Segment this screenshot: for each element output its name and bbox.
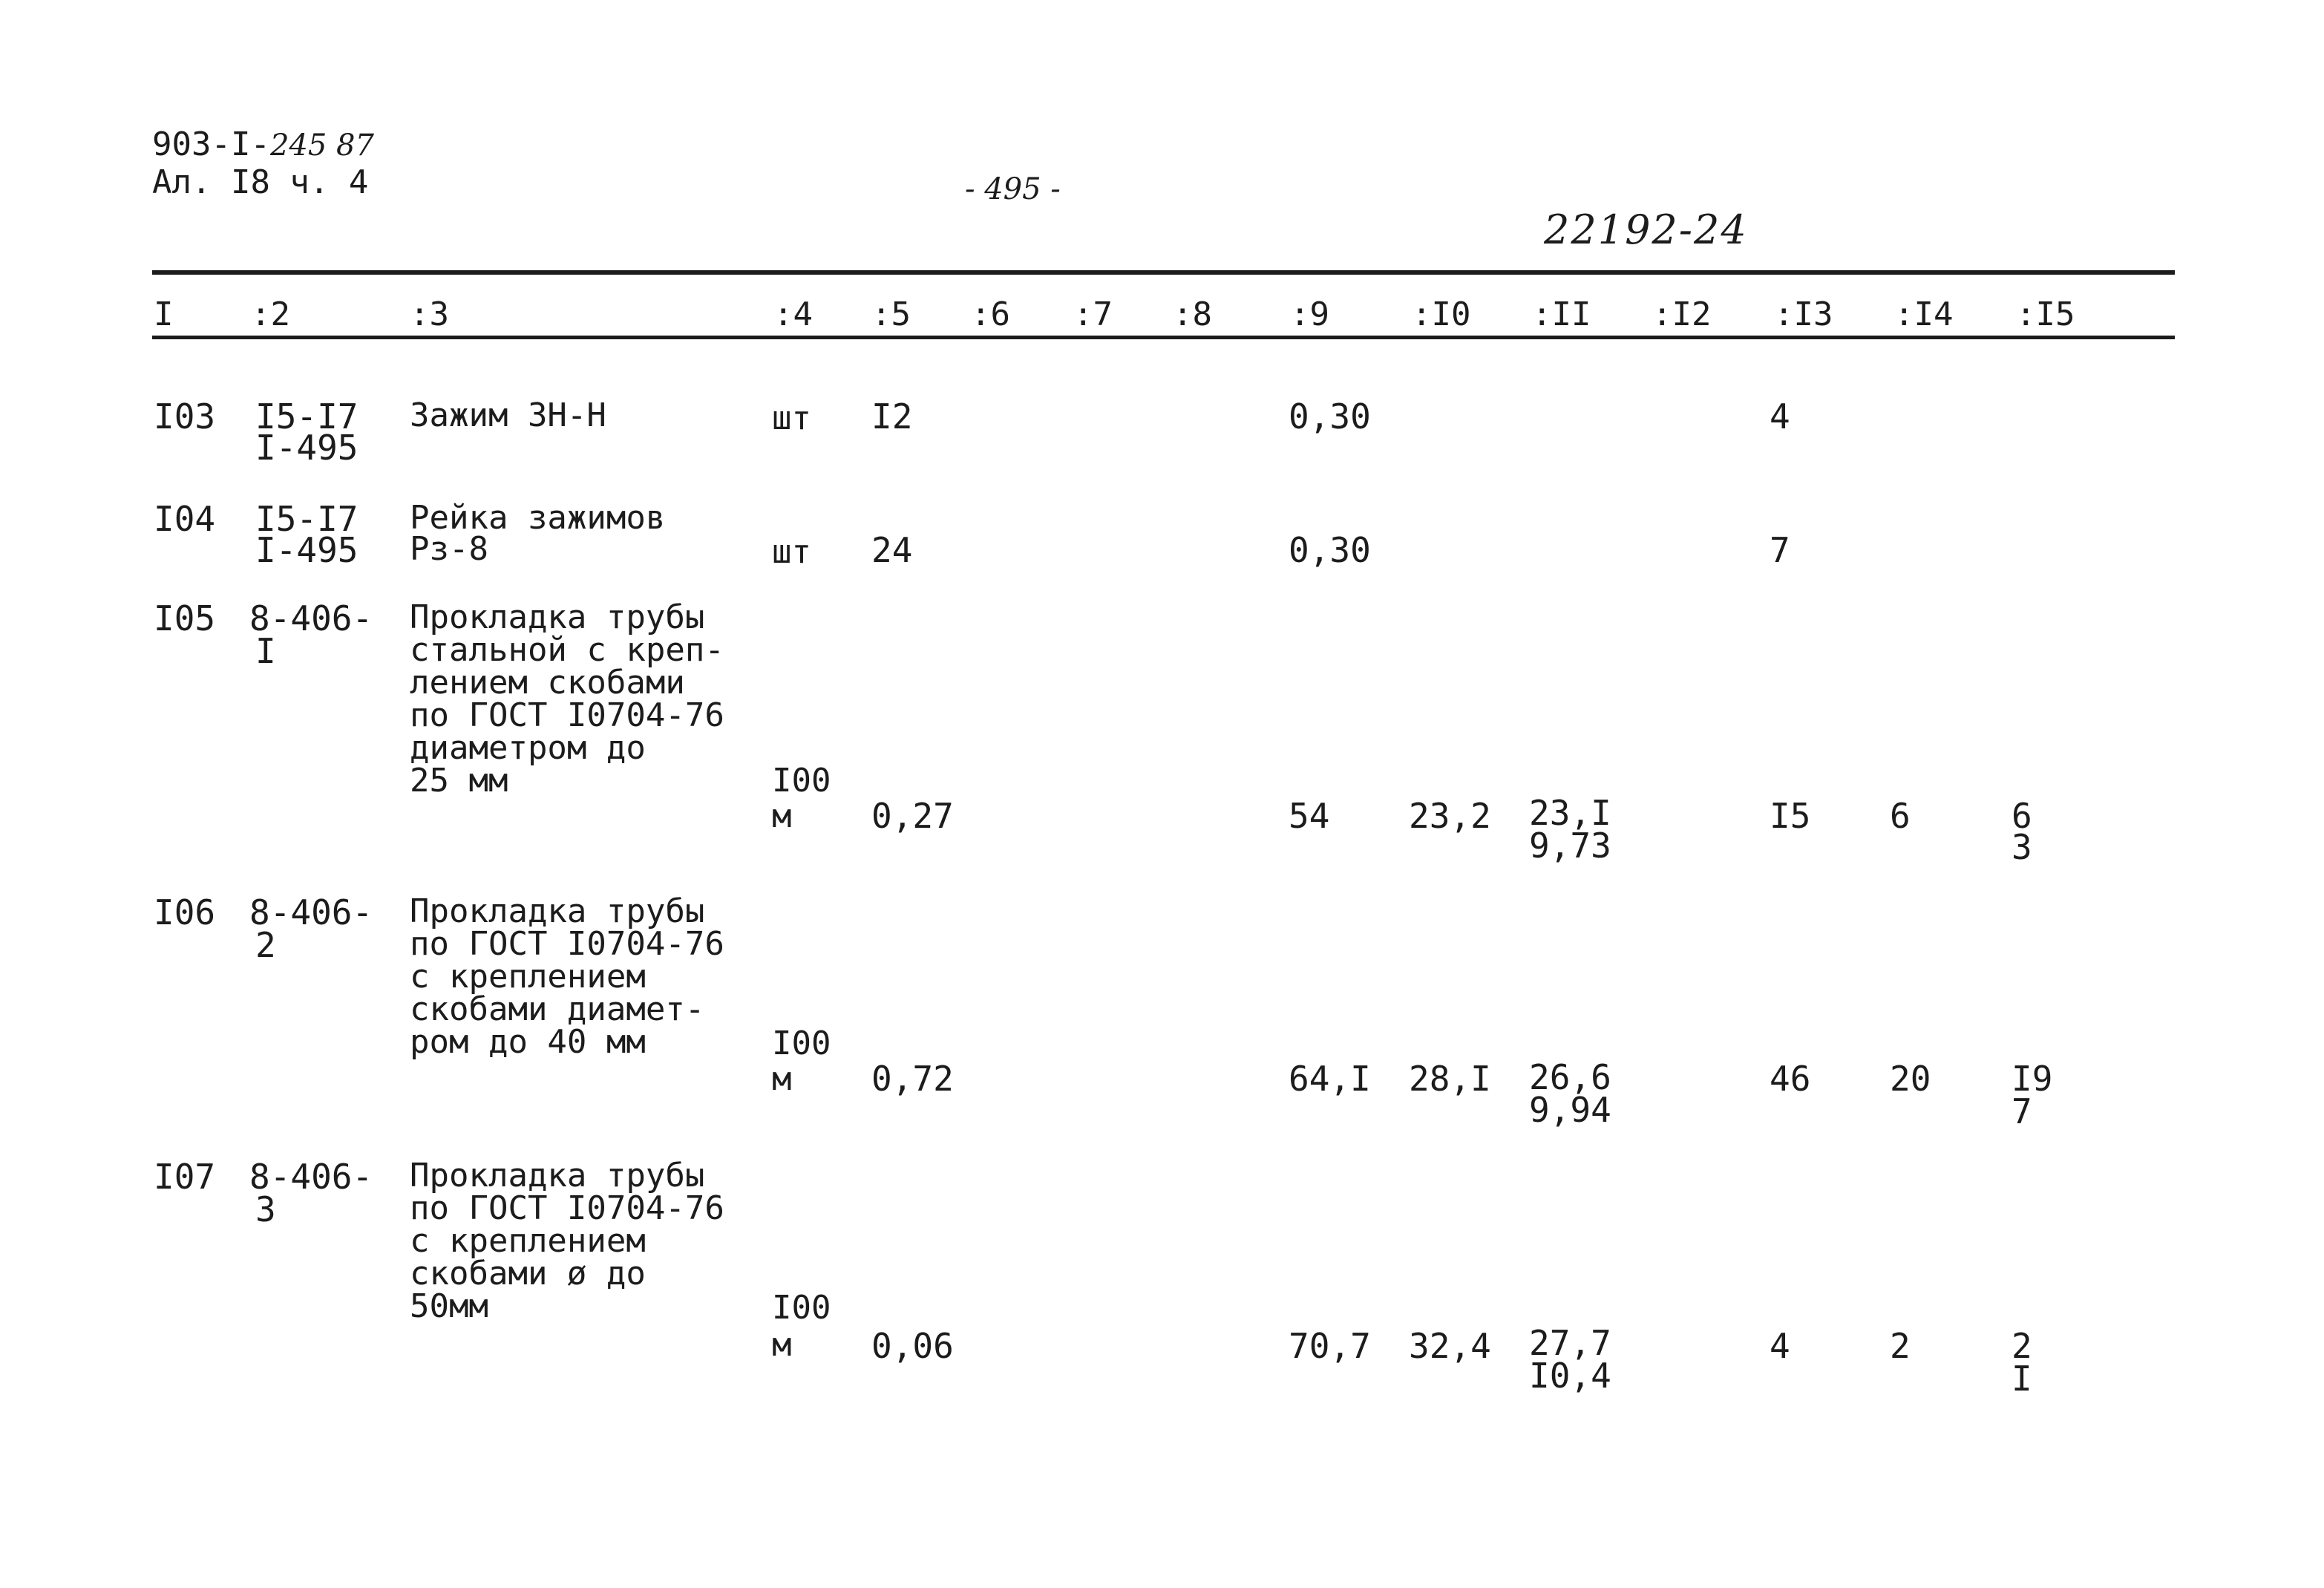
row-value-c13: 46 bbox=[1770, 1059, 1811, 1099]
doc-number bbox=[152, 126, 374, 164]
row-code-line: 2 bbox=[255, 925, 276, 965]
page-number bbox=[965, 169, 1061, 207]
row-description-line: Рейка зажимов bbox=[410, 499, 666, 537]
row-value-c15-line: 3 bbox=[2012, 827, 2032, 867]
row-number: I04 bbox=[154, 499, 216, 539]
column-header: :7 bbox=[1073, 295, 1113, 333]
row-number: I05 bbox=[154, 598, 216, 638]
row-description-line: скобами ø до bbox=[410, 1255, 646, 1293]
row-value-c11-line: I0,4 bbox=[1529, 1356, 1611, 1396]
row-description-line: стальной с креп- bbox=[410, 631, 724, 669]
row-value-c10: 32,4 bbox=[1409, 1326, 1491, 1366]
row-value-c11-line: 9,94 bbox=[1529, 1090, 1611, 1130]
row-description-line: 50мм bbox=[410, 1287, 488, 1325]
column-header: :9 bbox=[1290, 295, 1329, 333]
row-value-c5: 24 bbox=[871, 530, 913, 570]
row-value-c9: 0,30 bbox=[1289, 530, 1371, 570]
row-value-c9: 64,I bbox=[1289, 1059, 1371, 1099]
doc-number-typed: 903-I- bbox=[152, 125, 270, 163]
row-description-line: по ГОСТ I0704-76 bbox=[410, 696, 724, 734]
row-code-line: 3 bbox=[255, 1189, 276, 1229]
row-value-c9: 0,30 bbox=[1289, 396, 1371, 437]
row-value-c10: 23,2 bbox=[1409, 796, 1491, 836]
row-number: I03 bbox=[154, 396, 216, 437]
column-header: :I0 bbox=[1412, 295, 1471, 333]
row-code-line: I5-I7 bbox=[255, 499, 359, 539]
header-rule bbox=[152, 336, 2175, 339]
top-rule bbox=[152, 270, 2175, 275]
column-header: :I4 bbox=[1894, 295, 1954, 333]
row-value-c13: 4 bbox=[1770, 1326, 1790, 1366]
column-header: :2 bbox=[251, 295, 290, 333]
row-value-c10: 28,I bbox=[1409, 1059, 1491, 1099]
row-value-c5: 0,72 bbox=[871, 1059, 954, 1099]
row-description-line: Рз-8 bbox=[410, 530, 488, 568]
header-left bbox=[152, 126, 374, 201]
row-unit-line: I00 bbox=[772, 1289, 831, 1327]
row-description-line: ром до 40 мм bbox=[410, 1023, 646, 1061]
column-header: :II bbox=[1532, 295, 1591, 333]
row-value-c15-line: I9 bbox=[2012, 1059, 2053, 1099]
column-header: :I2 bbox=[1652, 295, 1712, 333]
row-code-line: I-495 bbox=[255, 428, 359, 468]
row-description-line: скобами диамет- bbox=[410, 990, 705, 1028]
row-value-c14: 6 bbox=[1890, 796, 1911, 836]
row-value-c15-line: 6 bbox=[2012, 796, 2032, 836]
column-header: :6 bbox=[971, 295, 1010, 333]
row-description-line: с креплением bbox=[410, 1222, 646, 1260]
row-value-c15-line: 2 bbox=[2012, 1326, 2032, 1366]
column-header: :3 bbox=[410, 295, 449, 333]
row-code-line: 8-406- bbox=[249, 892, 373, 932]
row-description-line: диаметром до bbox=[410, 729, 646, 767]
row-code-line: I-495 bbox=[255, 530, 359, 570]
row-unit-line: шт bbox=[772, 533, 811, 571]
row-description-line: Прокладка трубы bbox=[410, 598, 705, 636]
row-value-c13: 4 bbox=[1770, 396, 1790, 437]
column-header: :4 bbox=[773, 295, 813, 333]
doc-number-handwritten: 245 87 bbox=[269, 128, 374, 163]
row-value-c11-line: 26,6 bbox=[1529, 1057, 1611, 1097]
row-value-c15-line: 7 bbox=[2012, 1091, 2032, 1131]
row-description-line: Прокладка трубы bbox=[410, 892, 705, 930]
row-unit-line: м bbox=[772, 797, 792, 835]
row-value-c15-line: I bbox=[2012, 1359, 2032, 1399]
row-value-c9: 54 bbox=[1289, 796, 1330, 836]
row-value-c5: I2 bbox=[871, 396, 913, 437]
row-description-line: по ГОСТ I0704-76 bbox=[410, 925, 724, 963]
album-label: Ал. I8 ч. 4 bbox=[152, 163, 369, 201]
row-description-line: 25 мм bbox=[410, 762, 508, 800]
row-value-c5: 0,27 bbox=[871, 796, 954, 836]
row-description-line: Прокладка трубы bbox=[410, 1157, 705, 1195]
row-unit-line: I00 bbox=[772, 1025, 831, 1062]
column-header: I bbox=[154, 295, 174, 333]
row-unit-line: шт bbox=[772, 399, 811, 437]
page-number-text: - 495 - bbox=[965, 172, 1061, 206]
row-value-c14: 2 bbox=[1890, 1326, 1911, 1366]
row-code-line: 8-406- bbox=[249, 598, 373, 638]
row-unit-line: I00 bbox=[772, 762, 831, 800]
column-header: :I3 bbox=[1774, 295, 1833, 333]
row-value-c14: 20 bbox=[1890, 1059, 1931, 1099]
column-header: :I5 bbox=[2016, 295, 2075, 333]
row-value-c9: 70,7 bbox=[1289, 1326, 1371, 1366]
row-description-line: с креплением bbox=[410, 958, 646, 996]
column-header: :8 bbox=[1173, 295, 1212, 333]
row-description-line: лением скобами bbox=[410, 664, 685, 702]
row-unit-line: м bbox=[772, 1326, 792, 1364]
row-description-line: Зажим ЗН-Н bbox=[410, 396, 606, 434]
doc-code: 22192-24 bbox=[1544, 206, 1748, 253]
row-value-c13: 7 bbox=[1770, 530, 1790, 570]
row-description-line: по ГОСТ I0704-76 bbox=[410, 1189, 724, 1227]
column-header: :5 bbox=[871, 295, 911, 333]
row-number: I07 bbox=[154, 1157, 216, 1197]
row-value-c11-line: 9,73 bbox=[1529, 826, 1611, 866]
row-code-line: I5-I7 bbox=[255, 396, 359, 437]
row-value-c5: 0,06 bbox=[871, 1326, 954, 1366]
row-number: I06 bbox=[154, 892, 216, 932]
row-unit-line: м bbox=[772, 1060, 792, 1098]
row-value-c11-line: 27,7 bbox=[1529, 1323, 1611, 1363]
row-code-line: 8-406- bbox=[249, 1157, 373, 1197]
row-value-c13: I5 bbox=[1770, 796, 1811, 836]
row-value-c11-line: 23,I bbox=[1529, 793, 1611, 833]
row-code-line: I bbox=[255, 631, 276, 671]
